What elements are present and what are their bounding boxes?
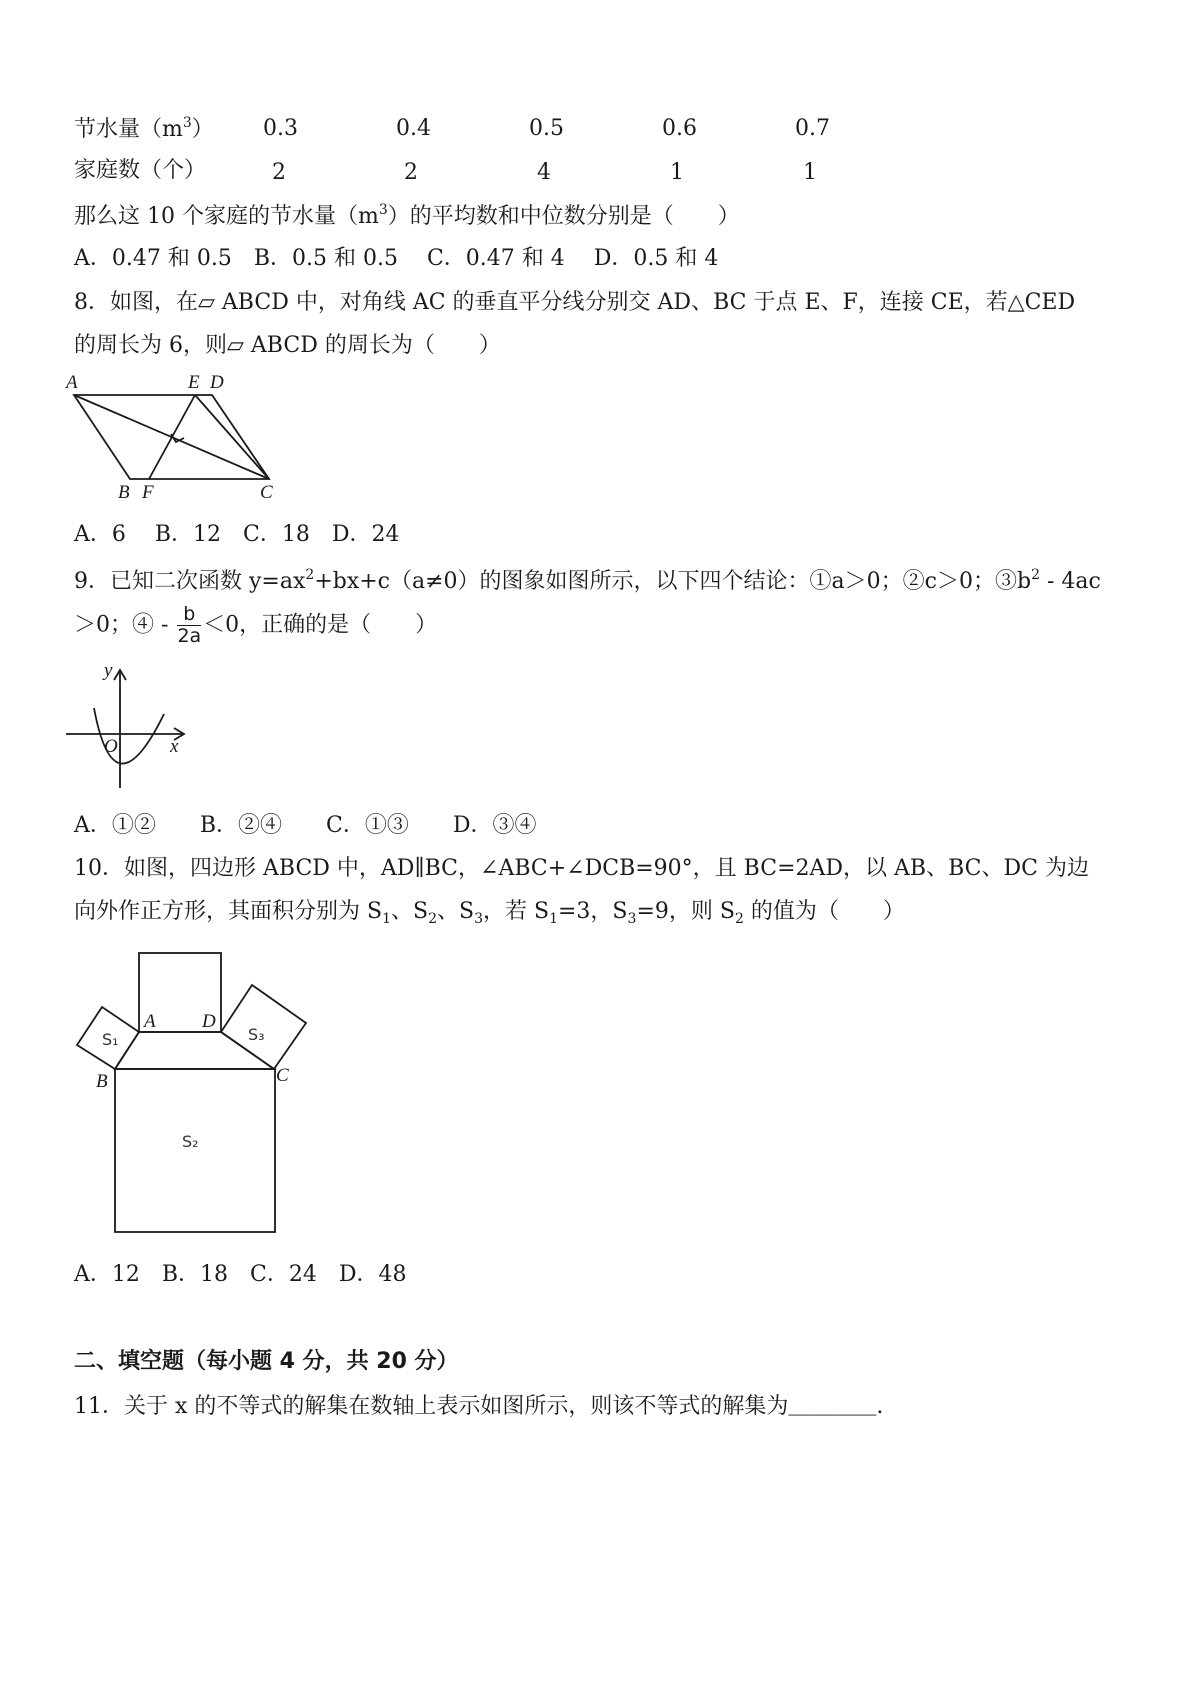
label-c: C [276,1065,289,1086]
section-heading: 二、填空题（每小题 4 分，共 20 分） [74,1349,459,1374]
subscript: 3 [627,911,637,927]
superscript: 2 [305,567,315,583]
origin-label: O [104,736,118,757]
q10-options: A．12 B．18 C．24 D．48 [74,1262,407,1287]
label-b: B [96,1071,108,1092]
label-f: F [142,482,154,502]
q9-text: +bx+c（a≠0）的图象如图所示，以下四个结论：①a＞0；②c＞0；③b [314,569,1032,594]
table-cell: 1 [803,160,817,185]
q7-options: A．0.47 和 0.5 B．0.5 和 0.5 C．0.47 和 4 D．0.5 和 4 [74,246,719,271]
table-cell: 0.3 [263,116,298,141]
q11-text: 11．关于 x 的不等式的解集在数轴上表示如图所示，则该不等式的解集为 [74,1394,789,1419]
q9-stem-line2 [74,604,437,647]
q10-text: 的值为（ ） [743,899,905,924]
q7-stem [74,203,740,228]
table-row-label: 节水量（m [74,117,183,142]
table-cell: 1 [670,160,684,185]
answer-blank[interactable]: ＿＿＿＿ [788,1394,877,1419]
label-d: D [202,1011,216,1032]
q11-stem [74,1396,883,1418]
label-d: D [210,372,224,393]
axis-y-label: y [104,660,113,681]
q10-text: 、S [437,899,475,924]
q10-squares-figure [62,945,322,1245]
superscript: 3 [378,202,388,218]
q10-text: 向外作正方形，其面积分别为 S [74,899,383,924]
q8-stem-line1: 8．如图，在▱ ABCD 中，对角线 AC 的垂直平分线分别交 AD、BC 于点 E、F，连接 CE，若△CED [74,290,1076,315]
superscript: 3 [182,115,192,131]
table-row-water-saved [74,116,214,141]
table-cell: 0.5 [529,116,564,141]
q9-options: A．①② B．②④ C．①③ D．③④ [74,813,537,838]
label-s3: S₃ [248,1025,265,1044]
label-a: A [66,372,78,393]
q10-stem-line1: 10．如图，四边形 ABCD 中，AD∥BC，∠ABC+∠DCB=90°，且 BC=2AD，以 AB、BC、DC 为边 [74,856,1089,881]
label-e: E [188,372,200,393]
q7-stem-text-end: ）的平均数和中位数分别是（ ） [387,204,740,229]
table-row-label-end: ） [191,117,214,142]
q9-stem-line1 [74,568,1101,593]
table-cell: 0.7 [795,116,830,141]
q8-stem-line2: 的周长为 6，则▱ ABCD 的周长为（ ） [74,333,501,358]
subscript: 2 [734,911,744,927]
table-cell: 4 [537,160,551,185]
q10-stem-line2 [74,901,905,926]
q10-text: =3，S [558,899,628,924]
superscript: 2 [1031,567,1040,583]
table-row-label: 家庭数（个） [74,158,207,183]
fraction-denominator: 2a [177,624,202,647]
q10-text: ，若 S [483,899,550,924]
axis-x-label: x [170,736,179,757]
label-s1: S₁ [102,1030,119,1049]
q9-parabola-figure [62,658,192,796]
q9-text: ＜0，正确的是（ ） [203,612,438,638]
fraction-numerator: b [177,604,201,626]
fraction [177,604,201,647]
table-cell: 2 [272,160,286,185]
q9-text: ＞0；④ - [74,612,169,638]
table-cell: 0.4 [396,116,431,141]
label-c: C [260,482,273,502]
q7-stem-text: 那么这 10 个家庭的节水量（m [74,204,379,229]
q10-text: 、S [391,899,429,924]
table-cell: 0.6 [662,116,697,141]
q8-options: A．6 B．12 C．18 D．24 [74,522,400,547]
subscript: 1 [382,911,391,927]
q10-text: =9，则 S [636,899,735,924]
table-cell: 2 [404,160,418,185]
subscript: 3 [474,911,483,927]
subscript: 2 [428,911,437,927]
subscript: 1 [549,911,558,927]
label-b: B [118,482,130,502]
label-a: A [144,1011,156,1032]
q9-text: - 4ac [1039,569,1101,594]
table-row-households [74,160,206,182]
q11-text-end: . [876,1394,884,1419]
label-s2: S₂ [182,1132,199,1151]
q9-text: 9．已知二次函数 y=ax [74,569,306,594]
q8-parallelogram-figure [62,372,282,502]
